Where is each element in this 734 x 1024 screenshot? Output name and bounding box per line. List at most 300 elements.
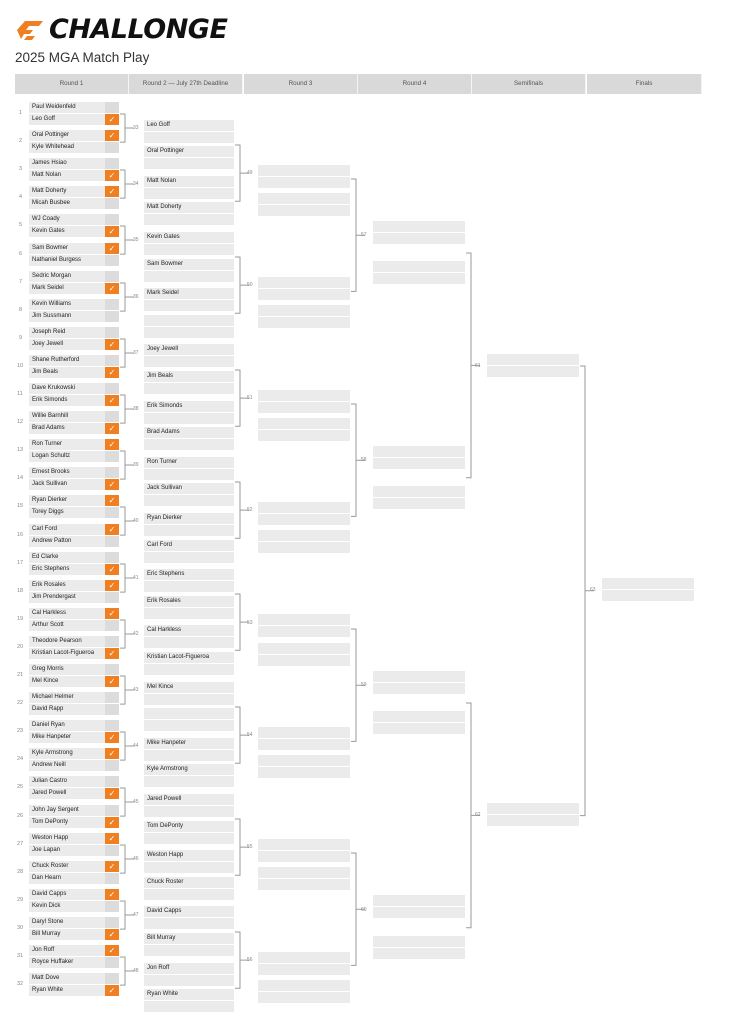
participant-slot[interactable] <box>144 383 234 394</box>
winner-check-icon: ✓ <box>105 423 119 434</box>
participant-slot[interactable] <box>29 861 119 872</box>
participant-slot[interactable] <box>373 671 465 682</box>
participant-slot[interactable] <box>29 198 119 209</box>
participant-slot[interactable] <box>29 845 119 856</box>
participant-slot[interactable] <box>29 102 119 113</box>
participant-slot[interactable] <box>29 283 119 294</box>
participant-slot[interactable] <box>144 608 234 619</box>
match-number: 58 <box>361 456 367 463</box>
participant-slot[interactable] <box>144 271 234 282</box>
participant-slot[interactable] <box>29 339 119 350</box>
participant-name: Joey Jewell <box>32 340 64 347</box>
participant-slot[interactable] <box>144 401 234 412</box>
participant-slot[interactable] <box>258 530 350 541</box>
round-header[interactable]: Semifinals <box>472 74 586 94</box>
participant-slot[interactable] <box>373 261 465 272</box>
participant-slot[interactable] <box>29 720 119 731</box>
participant-slot[interactable] <box>144 188 234 199</box>
seed-number: 19 <box>17 615 24 622</box>
winner-check-icon: ✓ <box>105 367 119 378</box>
participant-slot[interactable] <box>29 648 119 659</box>
participant-slot[interactable] <box>258 514 350 525</box>
winner-check-icon: ✓ <box>105 395 119 406</box>
seed-number: 21 <box>17 672 24 678</box>
participant-slot[interactable] <box>29 957 119 968</box>
participant-slot[interactable] <box>29 536 119 547</box>
participant-slot[interactable] <box>29 805 119 816</box>
participant-slot[interactable] <box>258 755 350 766</box>
participant-slot[interactable] <box>144 413 234 424</box>
participant-slot[interactable] <box>29 564 119 575</box>
participant-slot[interactable] <box>29 495 119 506</box>
participant-slot[interactable] <box>144 244 234 255</box>
participant-name: Carl Ford <box>147 541 173 548</box>
participant-slot[interactable] <box>29 817 119 828</box>
participant-slot[interactable] <box>29 524 119 535</box>
match-number: 46 <box>133 855 139 862</box>
participant-slot[interactable] <box>29 467 119 478</box>
participant-slot[interactable] <box>144 637 234 648</box>
participant-slot[interactable] <box>258 205 350 216</box>
score-box <box>105 805 119 816</box>
participant-slot[interactable] <box>29 451 119 462</box>
participant-slot[interactable] <box>29 776 119 787</box>
participant-slot[interactable] <box>144 833 234 844</box>
participant-slot[interactable] <box>29 507 119 518</box>
participant-slot[interactable] <box>144 540 234 551</box>
participant-slot[interactable] <box>29 760 119 771</box>
seed-number: 31 <box>17 953 24 959</box>
seed-number: 26 <box>17 812 24 819</box>
participant-slot[interactable] <box>144 794 234 805</box>
participant-name: Daryl Stone <box>32 918 64 925</box>
participant-slot[interactable] <box>144 596 234 607</box>
score-box <box>105 255 119 266</box>
participant-slot[interactable] <box>144 694 234 705</box>
participant-slot[interactable] <box>144 495 234 506</box>
participant-name: Tom DePonty <box>32 818 69 825</box>
participant-slot[interactable] <box>29 243 119 254</box>
participant-slot[interactable] <box>373 907 465 918</box>
participant-slot[interactable] <box>29 580 119 591</box>
participant-slot[interactable] <box>258 542 350 553</box>
participant-name: Kevin Williams <box>32 300 72 307</box>
participant-name: Ryan Dierker <box>147 514 183 521</box>
participant-slot[interactable] <box>29 676 119 687</box>
score-box <box>105 383 119 394</box>
participant-slot[interactable] <box>258 402 350 413</box>
winner-check-icon: ✓ <box>105 788 119 799</box>
participant-slot[interactable] <box>29 788 119 799</box>
seed-number: 28 <box>17 868 24 875</box>
participant-name: Jack Sullivan <box>147 485 183 492</box>
participant-name: Oral Pottinger <box>147 148 185 155</box>
participant-slot[interactable] <box>258 193 350 204</box>
participant-slot[interactable] <box>144 315 234 326</box>
participant-slot[interactable] <box>258 767 350 778</box>
participant-name: Leo Goff <box>32 116 55 122</box>
participant-slot[interactable] <box>602 590 694 601</box>
participant-slot[interactable] <box>29 383 119 394</box>
winner-check-icon: ✓ <box>105 495 119 506</box>
participant-slot[interactable] <box>144 889 234 900</box>
participant-name: Andrew Neill <box>32 762 66 769</box>
seed-number: 9 <box>19 334 23 341</box>
participant-slot[interactable] <box>29 732 119 743</box>
participant-slot[interactable] <box>29 664 119 675</box>
seed-number: 7 <box>19 278 23 285</box>
participant-slot[interactable] <box>258 277 350 288</box>
participant-slot[interactable] <box>144 975 234 986</box>
participant-slot[interactable] <box>258 867 350 878</box>
participant-slot[interactable] <box>258 390 350 401</box>
participant-slot[interactable] <box>144 933 234 944</box>
participant-name: Ryan Dierker <box>32 497 68 504</box>
participant-slot[interactable] <box>258 305 350 316</box>
participant-slot[interactable] <box>29 901 119 912</box>
participant-slot[interactable] <box>258 418 350 429</box>
participant-name: Ed Clarke <box>32 553 59 560</box>
match-number: 44 <box>133 743 139 750</box>
participant-slot[interactable] <box>29 395 119 406</box>
score-box <box>105 467 119 478</box>
participant-slot[interactable] <box>373 458 465 469</box>
participant-slot[interactable] <box>144 158 234 169</box>
participant-name: Jim Beals <box>147 372 174 379</box>
participant-name: Oral Pottinger <box>32 132 70 139</box>
winner-check-icon: ✓ <box>105 648 119 659</box>
round-header[interactable]: Round 3 <box>244 74 358 94</box>
participant-slot[interactable] <box>144 738 234 749</box>
participant-name: Kevin Dick <box>32 902 61 909</box>
participant-slot[interactable] <box>258 643 350 654</box>
seed-number: 25 <box>17 784 24 791</box>
participant-slot[interactable] <box>144 371 234 382</box>
match-number: 40 <box>133 518 139 525</box>
winner-check-icon: ✓ <box>105 524 119 535</box>
participant-slot[interactable] <box>373 683 465 694</box>
winner-check-icon: ✓ <box>105 833 119 844</box>
participant-name: David Capps <box>147 908 182 915</box>
participant-name: Mike Hanpeter <box>32 734 72 741</box>
participant-slot[interactable] <box>144 581 234 592</box>
participant-slot[interactable] <box>258 317 350 328</box>
participant-slot[interactable] <box>144 906 234 917</box>
participant-name: Erik Simonds <box>32 397 68 403</box>
score-box <box>105 102 119 113</box>
participant-slot[interactable] <box>144 327 234 338</box>
seed-number: 2 <box>19 138 23 145</box>
match-number: 36 <box>133 293 139 300</box>
participant-slot[interactable] <box>144 989 234 1000</box>
participant-slot[interactable] <box>487 366 579 377</box>
participant-name: Sam Bowmer <box>32 244 69 251</box>
score-box <box>105 720 119 731</box>
round-header[interactable]: Finals <box>587 74 702 94</box>
winner-check-icon: ✓ <box>105 186 119 197</box>
participant-name: David Capps <box>32 890 67 897</box>
participant-slot[interactable] <box>29 255 119 266</box>
participant-name: Daniel Ryan <box>32 722 65 729</box>
participant-slot[interactable] <box>144 513 234 524</box>
match-number: 57 <box>361 232 367 239</box>
participant-slot[interactable] <box>144 525 234 536</box>
participant-name: Weston Happ <box>147 852 184 859</box>
participant-slot[interactable] <box>29 130 119 141</box>
match-number: 63 <box>590 587 596 594</box>
participant-slot[interactable] <box>144 176 234 187</box>
participant-slot[interactable] <box>373 498 465 509</box>
seed-number: 14 <box>17 475 24 482</box>
participant-slot[interactable] <box>487 354 579 365</box>
participant-slot[interactable] <box>144 963 234 974</box>
participant-slot[interactable] <box>144 720 234 731</box>
participant-slot[interactable] <box>373 446 465 457</box>
participant-slot[interactable] <box>144 1001 234 1012</box>
seed-number: 5 <box>19 222 23 229</box>
match-number: 47 <box>133 911 139 918</box>
participant-slot[interactable] <box>258 879 350 890</box>
winner-check-icon: ✓ <box>105 817 119 828</box>
participant-name: Willie Barnhill <box>32 413 69 420</box>
score-box <box>105 917 119 928</box>
participant-name: James Hsiao <box>32 160 67 167</box>
participant-slot[interactable] <box>258 980 350 991</box>
participant-slot[interactable] <box>373 948 465 959</box>
participant-slot[interactable] <box>144 214 234 225</box>
participant-slot[interactable] <box>258 614 350 625</box>
participant-name: Cal Harkless <box>32 609 67 616</box>
participant-slot[interactable] <box>487 803 579 814</box>
score-box <box>105 620 119 631</box>
participant-slot[interactable] <box>29 608 119 619</box>
participant-slot[interactable] <box>144 682 234 693</box>
participant-slot[interactable] <box>258 839 350 850</box>
round-header[interactable]: Round 4 <box>358 74 472 94</box>
participant-slot[interactable] <box>258 430 350 441</box>
participant-name: Julian Castro <box>32 778 68 785</box>
score-box <box>105 636 119 647</box>
participant-slot[interactable] <box>29 142 119 153</box>
participant-slot[interactable] <box>29 692 119 703</box>
participant-slot[interactable] <box>144 344 234 355</box>
participant-slot[interactable] <box>29 889 119 900</box>
seed-number: 8 <box>19 306 23 313</box>
participant-slot[interactable] <box>144 356 234 367</box>
participant-slot[interactable] <box>29 367 119 378</box>
winner-check-icon: ✓ <box>105 170 119 181</box>
participant-name: Ernest Brooks <box>32 469 70 476</box>
participant-slot[interactable] <box>487 815 579 826</box>
participant-slot[interactable] <box>144 259 234 270</box>
participant-slot[interactable] <box>29 170 119 181</box>
participant-slot[interactable] <box>29 636 119 647</box>
participant-slot[interactable] <box>144 945 234 956</box>
participant-slot[interactable] <box>29 833 119 844</box>
participant-slot[interactable] <box>29 945 119 956</box>
score-box <box>105 845 119 856</box>
participant-slot[interactable] <box>144 120 234 131</box>
participant-slot[interactable] <box>29 423 119 434</box>
score-box <box>105 214 119 225</box>
participant-slot[interactable] <box>29 311 119 322</box>
participant-slot[interactable] <box>29 439 119 450</box>
participant-slot[interactable] <box>29 327 119 338</box>
participant-slot[interactable] <box>373 723 465 734</box>
winner-check-icon: ✓ <box>105 945 119 956</box>
participant-slot[interactable] <box>258 952 350 963</box>
participant-name: Royce Huffaker <box>32 959 74 965</box>
seed-number: 29 <box>17 896 24 903</box>
participant-slot[interactable] <box>29 411 119 422</box>
participant-slot[interactable] <box>29 929 119 940</box>
participant-slot[interactable] <box>29 704 119 715</box>
participant-slot[interactable] <box>29 917 119 928</box>
participant-slot[interactable] <box>29 592 119 603</box>
match-number: 45 <box>133 799 139 806</box>
winner-check-icon: ✓ <box>105 929 119 940</box>
match-number: 39 <box>133 462 139 469</box>
participant-slot[interactable] <box>29 973 119 984</box>
participant-name: Sedric Morgan <box>32 272 72 279</box>
participant-slot[interactable] <box>258 992 350 1003</box>
score-box <box>105 901 119 912</box>
participant-slot[interactable] <box>29 479 119 490</box>
participant-slot[interactable] <box>144 552 234 563</box>
participant-slot[interactable] <box>29 873 119 884</box>
participant-name: Mark Seidel <box>147 290 179 297</box>
participant-slot[interactable] <box>144 918 234 929</box>
participant-slot[interactable] <box>258 626 350 637</box>
participant-name: Arthur Scott <box>32 621 64 628</box>
participant-slot[interactable] <box>258 165 350 176</box>
match-number: 50 <box>247 282 253 289</box>
participant-slot[interactable] <box>144 664 234 675</box>
participant-slot[interactable] <box>29 186 119 197</box>
participant-slot[interactable] <box>144 625 234 636</box>
participant-slot[interactable] <box>144 427 234 438</box>
participant-slot[interactable] <box>258 655 350 666</box>
participant-slot[interactable] <box>29 226 119 237</box>
participant-slot[interactable] <box>373 221 465 232</box>
participant-slot[interactable] <box>144 877 234 888</box>
participant-slot[interactable] <box>144 439 234 450</box>
participant-slot[interactable] <box>258 289 350 300</box>
participant-slot[interactable] <box>144 300 234 311</box>
score-box <box>105 692 119 703</box>
match-number: 43 <box>133 687 139 694</box>
participant-slot[interactable] <box>29 355 119 366</box>
participant-slot[interactable] <box>29 114 119 125</box>
participant-slot[interactable] <box>144 862 234 873</box>
participant-slot[interactable] <box>373 486 465 497</box>
participant-name: Weston Happ <box>32 834 69 841</box>
round-header[interactable]: Round 2 — July 27th Deadline <box>129 74 243 94</box>
participant-slot[interactable] <box>144 776 234 787</box>
winner-check-icon: ✓ <box>105 564 119 575</box>
seed-number: 17 <box>17 559 24 566</box>
participant-name: Kevin Gates <box>32 228 65 235</box>
seed-number: 12 <box>17 419 24 426</box>
brand-name: CHALLONGE <box>49 14 228 45</box>
participant-name: Kyle Armstrong <box>147 766 188 773</box>
participant-slot[interactable] <box>373 273 465 284</box>
participant-slot[interactable] <box>373 936 465 947</box>
participant-slot[interactable] <box>144 750 234 761</box>
seed-number: 3 <box>19 166 23 173</box>
seed-number: 22 <box>17 700 24 707</box>
participant-slot[interactable] <box>29 620 119 631</box>
participant-slot[interactable] <box>373 895 465 906</box>
participant-slot[interactable] <box>258 502 350 513</box>
participant-slot[interactable] <box>29 748 119 759</box>
participant-slot[interactable] <box>258 739 350 750</box>
participant-slot[interactable] <box>258 177 350 188</box>
participant-slot[interactable] <box>144 708 234 719</box>
participant-slot[interactable] <box>144 569 234 580</box>
seed-number: 11 <box>17 391 23 397</box>
participant-slot[interactable] <box>144 202 234 213</box>
participant-slot[interactable] <box>144 469 234 480</box>
participant-slot[interactable] <box>144 457 234 468</box>
participant-slot[interactable] <box>144 850 234 861</box>
winner-check-icon: ✓ <box>105 130 119 141</box>
participant-slot[interactable] <box>29 214 119 225</box>
participant-name: Matt Dove <box>32 975 60 982</box>
winner-check-icon: ✓ <box>105 676 119 687</box>
participant-slot[interactable] <box>29 985 119 996</box>
participant-slot[interactable] <box>29 158 119 169</box>
participant-slot[interactable] <box>144 652 234 663</box>
participant-slot[interactable] <box>258 851 350 862</box>
score-box <box>105 142 119 153</box>
seed-number: 20 <box>17 643 24 650</box>
winner-check-icon: ✓ <box>105 985 119 996</box>
participant-slot[interactable] <box>144 483 234 494</box>
participant-slot[interactable] <box>602 578 694 589</box>
participant-slot[interactable] <box>29 552 119 563</box>
participant-slot[interactable] <box>258 964 350 975</box>
participant-slot[interactable] <box>258 727 350 738</box>
winner-check-icon: ✓ <box>105 889 119 900</box>
winner-check-icon: ✓ <box>105 339 119 350</box>
participant-name: Jack Sullivan <box>32 481 68 488</box>
match-number: 52 <box>247 507 253 514</box>
round-header[interactable]: Round 1 <box>15 74 129 94</box>
participant-slot[interactable] <box>144 821 234 832</box>
participant-slot[interactable] <box>144 288 234 299</box>
participant-slot[interactable] <box>29 271 119 282</box>
participant-slot[interactable] <box>144 146 234 157</box>
participant-name: Jim Prendergast <box>32 593 76 600</box>
participant-slot[interactable] <box>373 233 465 244</box>
seed-number: 15 <box>17 503 24 510</box>
participant-name: Ryan White <box>32 987 64 994</box>
participant-name: Ryan White <box>147 991 179 998</box>
participant-slot[interactable] <box>144 764 234 775</box>
participant-slot[interactable] <box>144 806 234 817</box>
participant-name: Shane Rutherford <box>32 356 80 363</box>
score-box <box>105 198 119 209</box>
match-number: 54 <box>247 731 253 738</box>
participant-name: WJ Coady <box>32 216 60 223</box>
participant-slot[interactable] <box>373 711 465 722</box>
winner-check-icon: ✓ <box>105 479 119 490</box>
participant-slot[interactable] <box>29 299 119 310</box>
participant-slot[interactable] <box>144 232 234 243</box>
winner-check-icon: ✓ <box>105 608 119 619</box>
participant-slot[interactable] <box>144 132 234 143</box>
